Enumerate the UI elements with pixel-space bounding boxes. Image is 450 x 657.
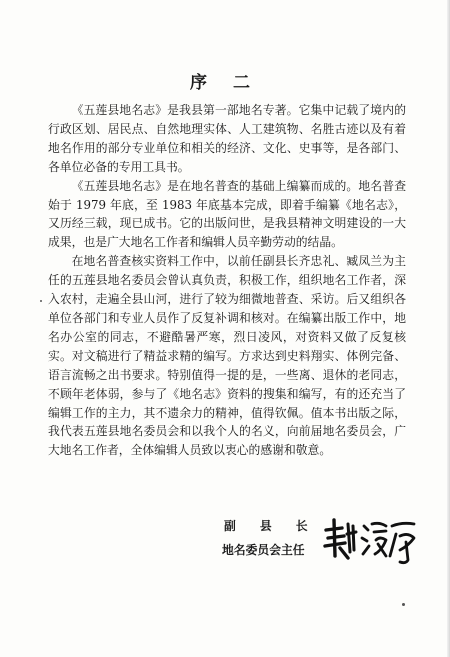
signer-title-line2: 地名委员会主任 [222, 543, 305, 557]
handwritten-signature [320, 512, 420, 568]
signer-title-line1: 副 县 长 [224, 519, 318, 533]
page-title: 序 二 [190, 73, 260, 93]
signature-block [222, 514, 318, 562]
scan-speck [402, 603, 405, 606]
scan-speck [40, 300, 42, 302]
body-text [48, 101, 406, 460]
paragraph-1: 《五莲县地名志》是我县第一部地名专著。它集中记载了境内的行政区划、居民点、自然地理实体、人工建筑物、名胜古迹以及有着地名作用的部分专业单位和相关的经济、文化、史事等，是各部门、各单位必备的专用工具书。 [48, 103, 406, 174]
paragraph-2: 《五莲县地名志》是在地名普查的基础上编纂而成的。地名普查始于 1979 年底，至 1983 年底基本完成，即着手编纂《地名志》，又历经三载，现已成书。它的出版问世，是我县精神文明建设的一大成果，也是广大地名工作者和编辑人员辛勤劳动的结晶。 [48, 178, 406, 250]
paragraph-3: 在地名普查核实资料工作中，以前任副县长齐忠礼、臧凤兰为主任的五莲县地名委员会曾认真负责，积极工作，组织地名工作者，深入农村，走遍全县山河，进行了较为细微地普查、采访。后又组织各单位各部门和专业人员作了反复补调和核对。在编纂出版工作中，地名办公室的同志，不避酷暑严寒，烈日凌风，对资料又做了反复核实。对文稿进行了精益求精的编写。方求达到史料翔实、体例完备、语言流畅之出书要求。特别值得一提的是，一些离、退休的老同志，不顾年老体弱，参与了《地名志》资料的搜集和编写，有的还充当了编辑工作的主力，其不遗余力的精神，值得钦佩。值本书出版之际，我代表五莲县地名委员会和以我个人的名义，向前届地名委员会，广大地名工作者，全体编辑人员致以衷心的感谢和敬意。 [48, 254, 406, 458]
